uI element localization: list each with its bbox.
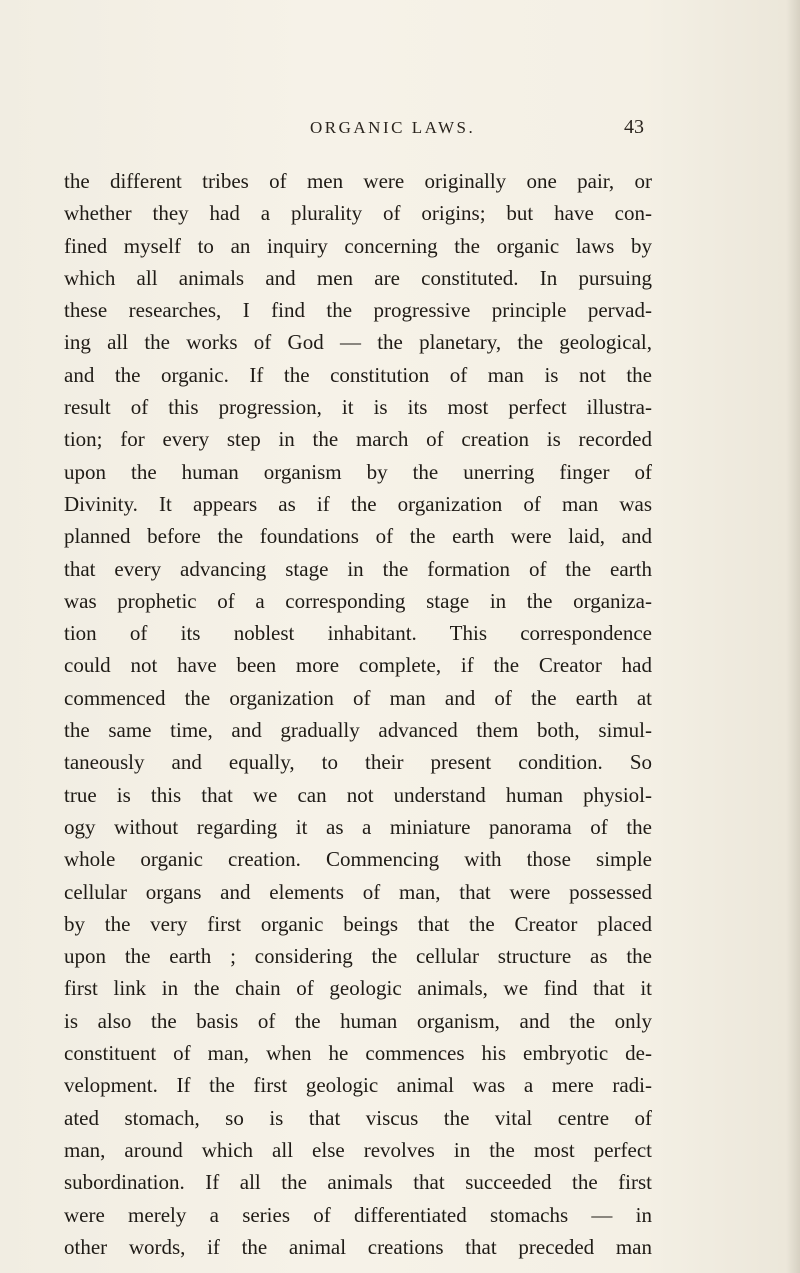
text-line: these researches, I find the progressive principle pervad- <box>64 298 652 323</box>
text-line: subordination. If all the animals that succeeded the first <box>64 1170 652 1195</box>
text-line: cellular organs and elements of man, that were possessed <box>64 879 652 904</box>
text-line: upon the human organism by the unerring finger of <box>64 459 652 484</box>
text-line: planned before the foundations of the earth were laid, and <box>64 524 652 549</box>
text-line: that every advancing stage in the formation of the earth <box>64 556 652 581</box>
text-line: upon the earth ; considering the cellular structure as the <box>64 944 652 969</box>
page-number: 43 <box>624 116 644 138</box>
text-line: first link in the chain of geologic animals, we find that it <box>64 976 652 1001</box>
text-line: were merely a series of differentiated stomachs — in <box>64 1202 652 1227</box>
text-line: fined myself to an inquiry concerning the organic laws by <box>64 233 652 258</box>
text-line: tion of its noblest inhabitant. This correspondence <box>64 621 652 646</box>
text-line: man, around which all else revolves in the most perfect <box>64 1137 652 1162</box>
text-line: is also the basis of the human organism, and the only <box>64 1008 652 1033</box>
running-head <box>0 116 800 146</box>
text-line: taneously and equally, to their present condition. So <box>64 750 652 775</box>
page-edge-shadow <box>786 0 800 1273</box>
text-line: was prophetic of a corresponding stage in the organiza- <box>64 588 652 613</box>
text-line: could not have been more complete, if the Creator had <box>64 653 652 678</box>
text-line: tion; for every step in the march of creation is recorded <box>64 427 652 452</box>
text-line: and the organic. If the constitution of man is not the <box>64 362 652 387</box>
text-line: by the very first organic beings that the Creator placed <box>64 911 652 936</box>
text-line: commenced the organization of man and of the earth at <box>64 685 652 710</box>
text-line: other words, if the animal creations that preceded man <box>64 1234 652 1259</box>
text-line: ing all the works of God — the planetary, the geological, <box>64 330 652 355</box>
body-text <box>64 165 652 1263</box>
text-line: whether they had a plurality of origins; but have con- <box>64 201 652 226</box>
text-line: constituent of man, when he commences his embryotic de- <box>64 1041 652 1066</box>
text-line: the same time, and gradually advanced them both, simul- <box>64 718 652 743</box>
text-line: whole organic creation. Commencing with those simple <box>64 847 652 872</box>
text-line: velopment. If the first geologic animal was a mere radi- <box>64 1073 652 1098</box>
text-line: ated stomach, so is that viscus the vital centre of <box>64 1105 652 1130</box>
text-line: Divinity. It appears as if the organization of man was <box>64 491 652 516</box>
text-line: ogy without regarding it as a miniature panorama of the <box>64 814 652 839</box>
text-line: result of this progression, it is its most perfect illustra- <box>64 395 652 420</box>
running-title: ORGANIC LAWS. <box>310 118 476 137</box>
text-line: the different tribes of men were originally one pair, or <box>64 169 652 193</box>
text-line: which all animals and men are constituted. In pursuing <box>64 265 652 290</box>
text-line: true is this that we can not understand human physiol- <box>64 782 652 807</box>
